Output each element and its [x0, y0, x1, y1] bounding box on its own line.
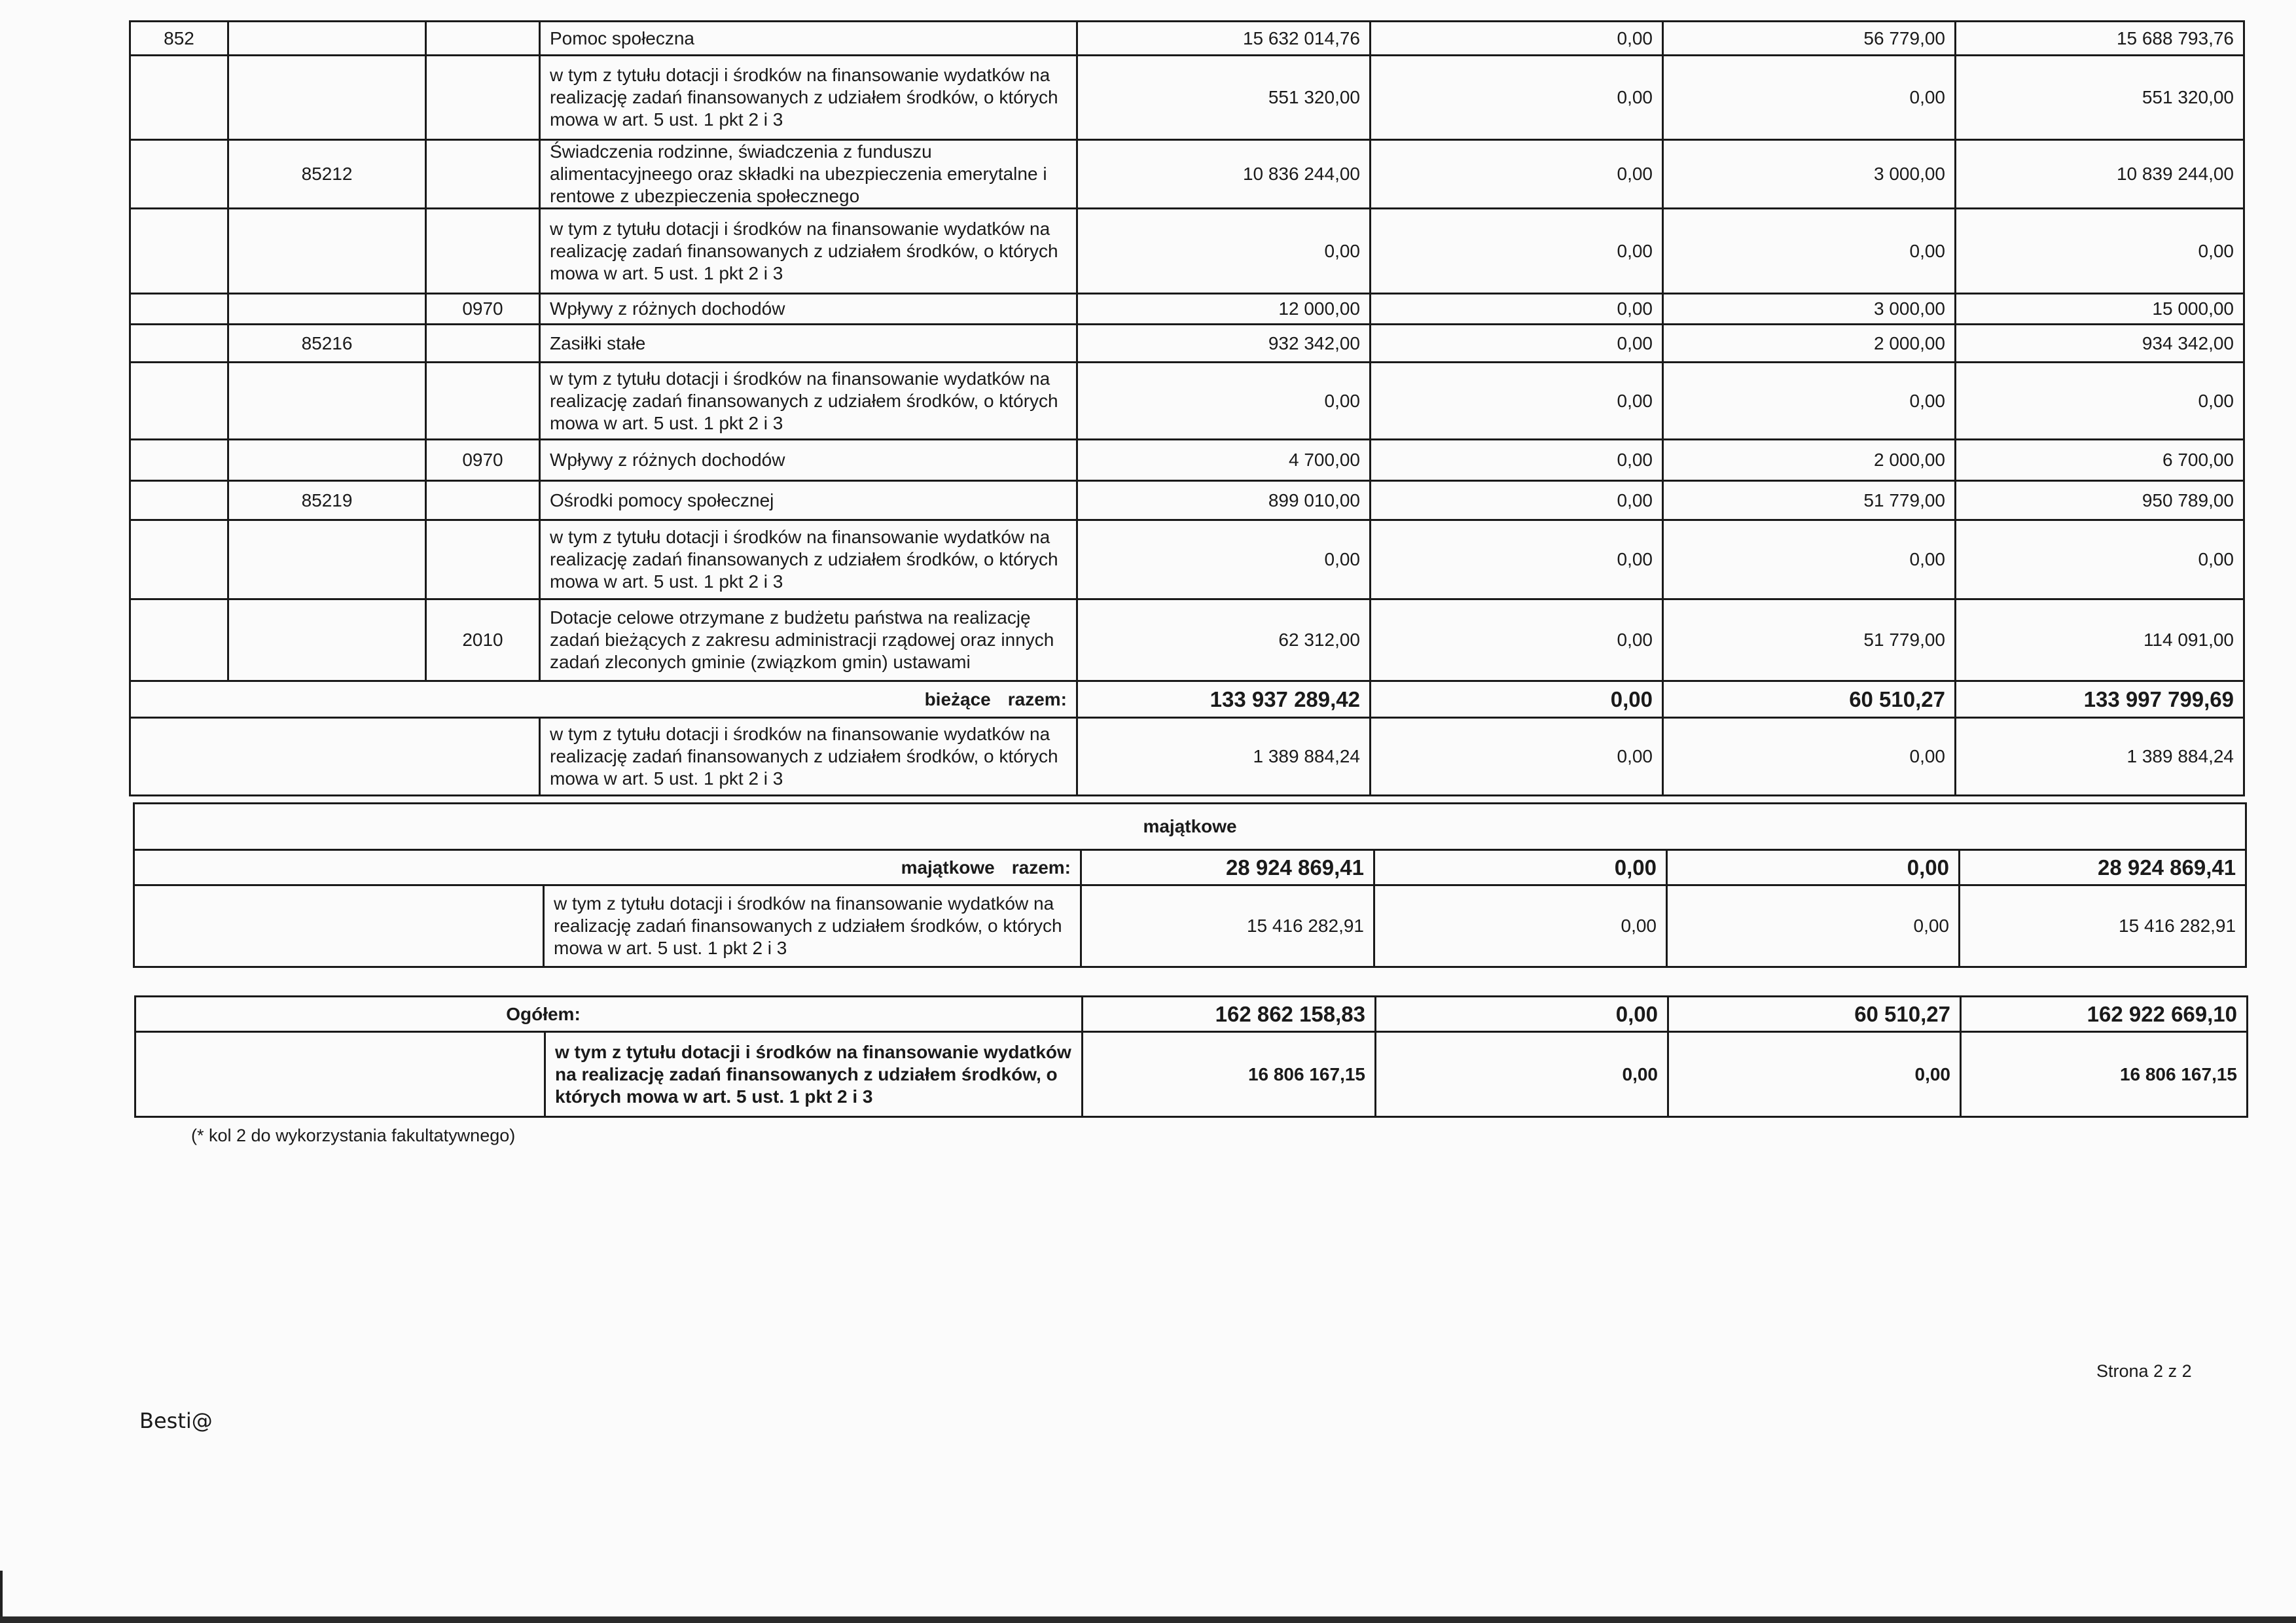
majatkowe-title: majątkowe	[134, 804, 2246, 850]
description-cell: Wpływy z różnych dochodów	[540, 294, 1077, 325]
value-col-1: 10 836 244,00	[1077, 140, 1371, 209]
value-col-3: 2 000,00	[1663, 440, 1956, 481]
rozdzial-cell	[228, 294, 426, 325]
biezace-wtym-v1: 1 389 884,24	[1077, 718, 1371, 796]
rozdzial-cell	[228, 22, 426, 56]
value-col-3: 0,00	[1663, 520, 1956, 599]
value-col-3: 56 779,00	[1663, 22, 1956, 56]
rozdzial-cell: 85219	[228, 481, 426, 520]
description-cell: Zasiłki stałe	[540, 325, 1077, 363]
paragraf-cell	[426, 363, 540, 440]
biezace-wtym-v3: 0,00	[1663, 718, 1956, 796]
ogolem-wtym-desc: w tym z tytułu dotacji i środków na finansowanie wydatków na realizację zadań finansowanych z udziałem środków, o których mowa w art. 5 ust. 1 pkt 2 i 3	[545, 1032, 1083, 1117]
value-col-2: 0,00	[1371, 294, 1663, 325]
ogolem-label	[135, 997, 1083, 1032]
paragraf-cell	[426, 56, 540, 140]
paragraf-cell	[426, 140, 540, 209]
paragraf-cell	[426, 325, 540, 363]
description-cell: Dotacje celowe otrzymane z budżetu państwa na realizację zadań bieżących z zakresu administracji rządowej oraz innych zadań zleconych gminie (związkom gmin) ustawami	[540, 599, 1077, 681]
value-col-1: 15 632 014,76	[1077, 22, 1371, 56]
value-col-4: 950 789,00	[1956, 481, 2244, 520]
value-col-4: 15 000,00	[1956, 294, 2244, 325]
majatkowe-total-v1: 28 924 869,41	[1081, 850, 1374, 885]
paragraf-cell	[426, 209, 540, 294]
table-row	[130, 209, 2244, 294]
biezace-total-label: bieżące razem:	[130, 681, 1077, 718]
description-cell: w tym z tytułu dotacji i środków na finansowanie wydatków na realizację zadań finansowanych z udziałem środków, o których mowa w art. 5 ust. 1 pkt 2 i 3	[540, 520, 1077, 599]
ogolem-v3: 60 510,27	[1668, 997, 1961, 1032]
value-col-2: 0,00	[1371, 22, 1663, 56]
paragraf-cell	[426, 520, 540, 599]
paragraf-cell: 0970	[426, 294, 540, 325]
value-col-1: 0,00	[1077, 520, 1371, 599]
rozdzial-cell	[228, 363, 426, 440]
ogolem-v1: 162 862 158,83	[1083, 997, 1376, 1032]
ogolem-label-text: Ogółem:	[506, 1003, 581, 1024]
biezace-total-v2: 0,00	[1371, 681, 1663, 718]
dzial-cell	[130, 56, 228, 140]
dzial-cell	[130, 325, 228, 363]
value-col-3: 0,00	[1663, 209, 1956, 294]
value-col-4: 0,00	[1956, 363, 2244, 440]
description-cell: Pomoc społeczna	[540, 22, 1077, 56]
biezace-wtym-v4: 1 389 884,24	[1956, 718, 2244, 796]
rozdzial-cell: 85216	[228, 325, 426, 363]
value-col-4: 551 320,00	[1956, 56, 2244, 140]
majatkowe-wtym-row	[134, 885, 2246, 967]
majatkowe-title-row	[134, 804, 2246, 850]
description-cell: Wpływy z różnych dochodów	[540, 440, 1077, 481]
table-row	[130, 363, 2244, 440]
footer-brand: Besti@	[139, 1408, 213, 1433]
value-col-3: 3 000,00	[1663, 140, 1956, 209]
value-col-4: 114 091,00	[1956, 599, 2244, 681]
value-col-4: 15 688 793,76	[1956, 22, 2244, 56]
dzial-cell	[130, 599, 228, 681]
dzial-cell	[130, 520, 228, 599]
majatkowe-table	[133, 802, 2247, 968]
rozdzial-cell	[228, 599, 426, 681]
table-row	[130, 140, 2244, 209]
ogolem-v4: 162 922 669,10	[1961, 997, 2248, 1032]
value-col-1: 899 010,00	[1077, 481, 1371, 520]
ogolem-wtym-v1: 16 806 167,15	[1083, 1032, 1376, 1117]
biezace-total-v4: 133 997 799,69	[1956, 681, 2244, 718]
value-col-2: 0,00	[1371, 599, 1663, 681]
dzial-cell	[130, 209, 228, 294]
scan-bottom-edge	[0, 1616, 2296, 1623]
ogolem-wtym-row	[135, 1032, 2248, 1117]
value-col-2: 0,00	[1371, 363, 1663, 440]
dzial-cell: 852	[130, 22, 228, 56]
table-row	[130, 599, 2244, 681]
description-cell: Świadczenia rodzinne, świadczenia z funduszu alimentacyjneego oraz składki na ubezpieczenia emerytalne i rentowe z ubezpieczenia społecznego	[540, 140, 1077, 209]
rozdzial-cell	[228, 520, 426, 599]
majatkowe-wtym-v1: 15 416 282,91	[1081, 885, 1374, 967]
paragraf-cell: 0970	[426, 440, 540, 481]
majatkowe-total-label: majątkowe razem:	[134, 850, 1081, 885]
rozdzial-cell	[228, 440, 426, 481]
value-col-3: 51 779,00	[1663, 481, 1956, 520]
rozdzial-cell	[228, 209, 426, 294]
main-table	[129, 20, 2245, 796]
value-col-3: 2 000,00	[1663, 325, 1956, 363]
value-col-2: 0,00	[1371, 209, 1663, 294]
table-row	[130, 294, 2244, 325]
paragraf-cell	[426, 481, 540, 520]
empty-cell	[130, 718, 540, 796]
value-col-1: 0,00	[1077, 363, 1371, 440]
footnote: (* kol 2 do wykorzystania fakultatywnego)	[191, 1126, 516, 1145]
value-col-4: 0,00	[1956, 209, 2244, 294]
table-row	[130, 440, 2244, 481]
ogolem-table	[134, 995, 2248, 1118]
majatkowe-total-v2: 0,00	[1374, 850, 1667, 885]
value-col-4: 6 700,00	[1956, 440, 2244, 481]
value-col-4: 0,00	[1956, 520, 2244, 599]
biezace-wtym-row	[130, 718, 2244, 796]
dzial-cell	[130, 294, 228, 325]
value-col-1: 0,00	[1077, 209, 1371, 294]
dzial-cell	[130, 440, 228, 481]
value-col-2: 0,00	[1371, 520, 1663, 599]
description-cell: w tym z tytułu dotacji i środków na finansowanie wydatków na realizację zadań finansowanych z udziałem środków, o których mowa w art. 5 ust. 1 pkt 2 i 3	[540, 56, 1077, 140]
empty-cell	[134, 885, 544, 967]
paragraf-cell: 2010	[426, 599, 540, 681]
ogolem-v2: 0,00	[1376, 997, 1668, 1032]
majatkowe-wtym-desc: w tym z tytułu dotacji i środków na finansowanie wydatków na realizację zadań finansowanych z udziałem środków, o których mowa w art. 5 ust. 1 pkt 2 i 3	[544, 885, 1081, 967]
ogolem-wtym-v3: 0,00	[1668, 1032, 1961, 1117]
description-cell: w tym z tytułu dotacji i środków na finansowanie wydatków na realizację zadań finansowanych z udziałem środków, o których mowa w art. 5 ust. 1 pkt 2 i 3	[540, 209, 1077, 294]
paragraf-cell	[426, 22, 540, 56]
description-cell: Ośrodki pomocy społecznej	[540, 481, 1077, 520]
value-col-3: 51 779,00	[1663, 599, 1956, 681]
majatkowe-total-v3: 0,00	[1667, 850, 1960, 885]
value-col-1: 932 342,00	[1077, 325, 1371, 363]
scan-edge	[0, 1571, 3, 1616]
majatkowe-wtym-v3: 0,00	[1667, 885, 1960, 967]
table-row	[130, 22, 2244, 56]
biezace-wtym-v2: 0,00	[1371, 718, 1663, 796]
rozdzial-cell: 85212	[228, 140, 426, 209]
biezace-wtym-desc: w tym z tytułu dotacji i środków na finansowanie wydatków na realizację zadań finansowanych z udziałem środków, o których mowa w art. 5 ust. 1 pkt 2 i 3	[540, 718, 1077, 796]
value-col-3: 0,00	[1663, 363, 1956, 440]
value-col-1: 62 312,00	[1077, 599, 1371, 681]
value-col-2: 0,00	[1371, 440, 1663, 481]
value-col-3: 3 000,00	[1663, 294, 1956, 325]
biezace-total-row	[130, 681, 2244, 718]
value-col-1: 12 000,00	[1077, 294, 1371, 325]
majatkowe-total-row	[134, 850, 2246, 885]
value-col-2: 0,00	[1371, 56, 1663, 140]
biezace-total-v1: 133 937 289,42	[1077, 681, 1371, 718]
ogolem-total-row	[135, 997, 2248, 1032]
empty-cell	[135, 1032, 545, 1117]
value-col-3: 0,00	[1663, 56, 1956, 140]
value-col-1: 4 700,00	[1077, 440, 1371, 481]
majatkowe-wtym-v4: 15 416 282,91	[1960, 885, 2246, 967]
value-col-2: 0,00	[1371, 481, 1663, 520]
value-col-4: 10 839 244,00	[1956, 140, 2244, 209]
ogolem-wtym-v4: 16 806 167,15	[1961, 1032, 2248, 1117]
table-row	[130, 520, 2244, 599]
majatkowe-wtym-v2: 0,00	[1374, 885, 1667, 967]
dzial-cell	[130, 140, 228, 209]
page-number: Strona 2 z 2	[2096, 1361, 2192, 1381]
description-cell: w tym z tytułu dotacji i środków na finansowanie wydatków na realizację zadań finansowanych z udziałem środków, o których mowa w art. 5 ust. 1 pkt 2 i 3	[540, 363, 1077, 440]
majatkowe-total-v4: 28 924 869,41	[1960, 850, 2246, 885]
value-col-1: 551 320,00	[1077, 56, 1371, 140]
value-col-2: 0,00	[1371, 325, 1663, 363]
biezace-total-v3: 60 510,27	[1663, 681, 1956, 718]
dzial-cell	[130, 481, 228, 520]
value-col-4: 934 342,00	[1956, 325, 2244, 363]
table-row	[130, 56, 2244, 140]
table-row	[130, 325, 2244, 363]
main-table-body	[130, 22, 2244, 681]
biezace-section	[130, 681, 2244, 796]
ogolem-wtym-v2: 0,00	[1376, 1032, 1668, 1117]
rozdzial-cell	[228, 56, 426, 140]
table-row	[130, 481, 2244, 520]
value-col-2: 0,00	[1371, 140, 1663, 209]
dzial-cell	[130, 363, 228, 440]
